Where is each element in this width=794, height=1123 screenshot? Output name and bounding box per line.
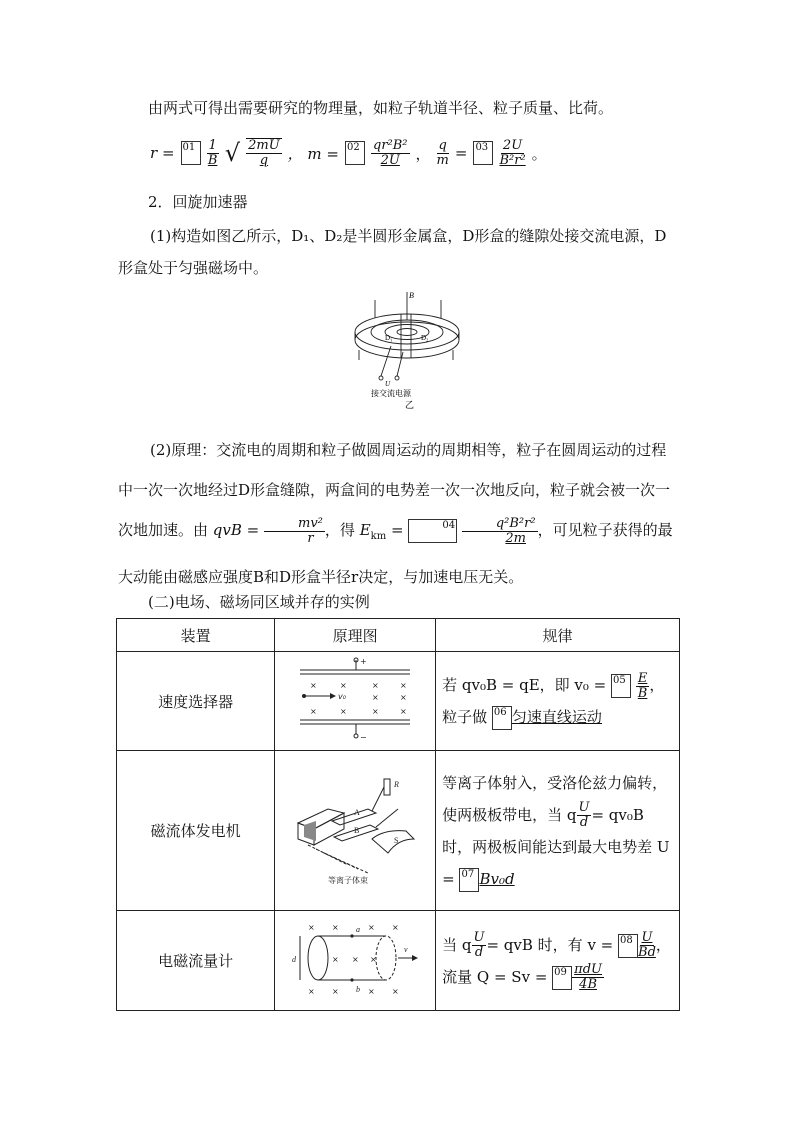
blank-05[interactable]: 05 bbox=[611, 674, 631, 698]
qm-label: $\frac{q}{m}$ bbox=[436, 137, 449, 168]
blank-06[interactable]: 06 bbox=[492, 706, 512, 730]
r-label: r = bbox=[150, 144, 175, 162]
svg-text:×: × bbox=[308, 922, 315, 932]
svg-text:×: × bbox=[340, 707, 347, 716]
svg-text:×: × bbox=[308, 986, 315, 996]
fig-label-B: B bbox=[354, 825, 360, 835]
blank-07[interactable]: 07 bbox=[459, 868, 479, 892]
svg-text:×: × bbox=[400, 693, 407, 702]
flowmeter-figure bbox=[288, 916, 422, 1002]
m-frac: $\frac{\text{qr²B²}}{2U}$ bbox=[373, 137, 408, 168]
svg-text:×: × bbox=[400, 707, 407, 716]
fig-label-b: b bbox=[356, 984, 361, 994]
blank-04[interactable]: 04 bbox=[408, 519, 457, 543]
table-row bbox=[117, 652, 680, 751]
svg-text:×: × bbox=[392, 922, 399, 932]
fig-caption: 乙 bbox=[405, 401, 415, 410]
svg-text:×: × bbox=[332, 986, 339, 996]
blank-03[interactable]: 03 bbox=[473, 141, 493, 165]
svg-text:×: × bbox=[372, 707, 379, 716]
svg-text:×: × bbox=[310, 681, 317, 690]
table-row bbox=[117, 911, 680, 1011]
svg-text:×: × bbox=[310, 707, 317, 716]
header-device: 装置 bbox=[117, 619, 275, 652]
section-heading-cyclotron: 2．回旋加速器 bbox=[148, 193, 248, 211]
blank-08[interactable]: 08 bbox=[618, 934, 638, 958]
fig-label-D1: D₁ bbox=[385, 334, 393, 342]
r-root-frac: $\frac{2mU}{q}$ bbox=[248, 138, 280, 168]
fig-label-D2: D₂ bbox=[421, 334, 429, 342]
law-cell: 若 qv₀B = qE，即 v₀ = 05 $\frac{E}{B}$ ，粒子做 06 匀速直线运动 bbox=[436, 652, 680, 751]
blank-02[interactable]: 02 bbox=[345, 141, 365, 165]
header-diagram: 原理图 bbox=[275, 619, 436, 652]
fig-label-a: a bbox=[356, 924, 361, 934]
fig-label-A: A bbox=[354, 807, 360, 817]
svg-text:×: × bbox=[332, 954, 339, 964]
velocity-selector-figure bbox=[290, 656, 420, 742]
svg-text:×: × bbox=[352, 954, 359, 964]
svg-text:+: + bbox=[360, 657, 367, 666]
principle-paragraph: (2)原理：交流电的周期和粒子做圆周运动的周期相等，粒子在圆周运动的过程中一次一次地经过D形盒缝隙，两盒间的电势差一次一次地反向，粒子就会被一次一次地加速。由 qvB = $\frac{\text{mv²}}{r}$ ，得 $E_{km} = 04$ $\frac{\text{q²B²r²}}{2m}$ ，可见粒子获得的最大动能由磁感应强度B和D形盒半径r决定，与加速电压无关。 bbox=[118, 441, 673, 586]
header-law: 规律 bbox=[436, 619, 680, 652]
fig-label-U: U bbox=[385, 380, 391, 388]
fig-caption-source: 接交流电源 bbox=[371, 389, 411, 398]
mv2-frac: $\frac{\text{mv²}}{r}$ bbox=[264, 517, 325, 545]
blank-01[interactable]: 01 bbox=[181, 141, 201, 165]
svg-text:v₀: v₀ bbox=[338, 692, 347, 701]
examples-table bbox=[116, 618, 680, 1011]
fig-label-R: R bbox=[394, 779, 400, 789]
svg-text:×: × bbox=[372, 681, 379, 690]
ekm-frac: $\frac{\text{q²B²r²}}{2m}$ bbox=[462, 517, 538, 545]
blank-09[interactable]: 09 bbox=[552, 966, 572, 990]
fig-caption: 等离子体束 bbox=[328, 875, 369, 885]
device-name: 速度选择器 bbox=[117, 652, 275, 751]
svg-text:×: × bbox=[370, 954, 377, 964]
svg-text:×: × bbox=[392, 986, 399, 996]
svg-text:×: × bbox=[368, 986, 375, 996]
cyclotron-figure bbox=[345, 290, 480, 410]
answer-06: 匀速直线运动 bbox=[511, 708, 602, 726]
qm-frac: $\frac{2U}{\text{B²r²}}$ bbox=[499, 137, 526, 168]
law-cell: 当 q $\frac{U}{d}$ = qvB 时，有 v = 08 $\frac{U}{Bd}$ ，流量 Q = Sv = 09 $\frac{\text{πdU}}{4B}$ bbox=[436, 911, 680, 1011]
section-heading-combined-fields: (二)电场、磁场同区域并存的实例 bbox=[148, 593, 370, 611]
sqrt-icon: √ bbox=[224, 139, 241, 167]
svg-text:×: × bbox=[332, 922, 339, 932]
law-cell: 等离子体射入，受洛伦兹力偏转，使两极板带电，当 q $\frac{U}{d}$ = qv₀B 时，两极板间能达到最大电势差 U = 07 Bv₀d bbox=[436, 751, 680, 911]
device-name: 磁流体发电机 bbox=[117, 751, 275, 911]
fig-label-B: B bbox=[409, 291, 414, 300]
intro-sentence: 由两式可得出需要研究的物理量，如粒子轨道半径、粒子质量、比荷。 bbox=[148, 99, 614, 117]
fig-label-S: S bbox=[394, 835, 399, 845]
fig-label-v: v bbox=[404, 944, 408, 954]
structure-paragraph: (1)构造如图乙所示，D₁、D₂是半圆形金属盒，D形盒的缝隙处接交流电源，D形盒处于匀强磁场中。 bbox=[118, 227, 667, 277]
table-row bbox=[117, 751, 680, 911]
device-name: 电磁流量计 bbox=[117, 911, 275, 1011]
svg-text:×: × bbox=[372, 693, 379, 702]
answer-07: Bv₀d bbox=[479, 869, 515, 888]
formula-row: r = 01 $\frac{1}{B}$ √ $\frac{2mU}{q}$ ， m = 02 $\frac{\text{qr²B²}}{2U}$ ， $\frac{q}{m}$ = 03 $\frac{2U}{\text{B²r²}}$ 。 bbox=[150, 137, 547, 168]
r-frac: $\frac{1}{B}$ bbox=[207, 137, 218, 168]
svg-text:×: × bbox=[368, 922, 375, 932]
mhd-generator-figure bbox=[288, 769, 422, 889]
svg-text:×: × bbox=[340, 681, 347, 690]
svg-text:×: × bbox=[400, 681, 407, 690]
svg-text:−: − bbox=[360, 733, 367, 742]
table-header-row bbox=[117, 619, 680, 652]
fig-label-d: d bbox=[292, 954, 297, 964]
m-label: ， m = bbox=[287, 144, 339, 163]
